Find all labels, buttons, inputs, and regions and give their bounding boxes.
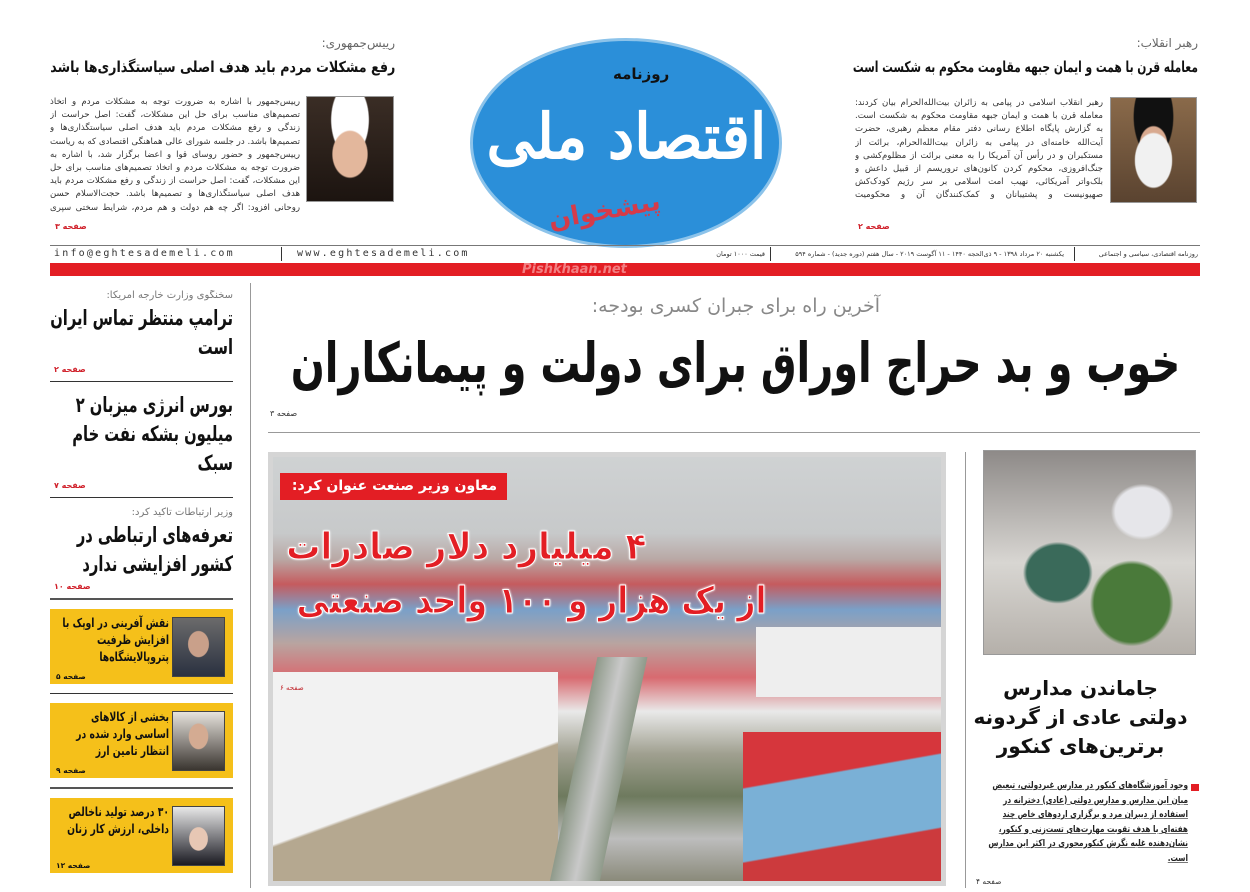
- date-issue: یکشنبه ۲۰ مرداد ۱۳۹۸ - ۹ ذی‌الحجه ۱۴۴۰ - ۱۱ آگوست ۲۰۱۹ - سال هفتم (دوره جدید) - شماره ۵۹۴: [795, 250, 1064, 258]
- main-divider: [268, 432, 1200, 433]
- official-photo: [172, 711, 225, 771]
- sidebar-kicker: سخنگوی وزارت خارجه آمریکا:: [106, 290, 233, 301]
- main-headline[interactable]: خوب و بد حراج اوراق برای دولت و پیمانکاران: [290, 331, 1180, 395]
- bullet-square: [1191, 784, 1199, 791]
- sidebar-page-ref[interactable]: صفحه ۷: [54, 481, 86, 490]
- top-left-kicker: رییس‌جمهوری:: [321, 36, 395, 50]
- official-photo: [172, 806, 225, 866]
- photo-story-headline-2: از یک هزار و ۱۰۰ واحد صنعتی: [296, 579, 766, 622]
- headline-line: جاماندن مدارس: [1003, 676, 1158, 700]
- right-divider: [965, 452, 966, 888]
- students-exam-photo: [983, 450, 1196, 655]
- sidebar-headline[interactable]: تعرفه‌های ارتباطی در کشور افزایشی ندارد: [76, 523, 233, 576]
- sidebar-page-ref[interactable]: صفحه ۱۰: [54, 582, 91, 591]
- masthead-logo-text: اقتصاد ملی: [486, 100, 766, 173]
- paper-type: روزنامه اقتصادی، سیاسی و اجتماعی: [1098, 250, 1198, 258]
- sidebar-headline[interactable]: بورس انرژی میزبان ۲ میلیون بشکه نفت خام سبک: [72, 393, 233, 475]
- email[interactable]: info@eghtesademeli.com: [54, 248, 235, 259]
- box-headline: بخشی از کالاهای اساسی وارد شده در انتظار تامین ارز: [76, 709, 169, 758]
- watermark: پیشخوان: [546, 186, 663, 236]
- divider: [50, 381, 233, 382]
- sidebar-box[interactable]: [50, 798, 233, 873]
- sidebar-box[interactable]: [50, 609, 233, 684]
- road: [549, 657, 648, 881]
- info-bar-top-rule: [50, 245, 1200, 246]
- top-left-body: رییس‌جمهور با اشاره به ضرورت توجه به مشکلات مردم و اتخاذ تصمیم‌های مناسب برای حل این مشکلات، گفت: اصل حراست از زندگی و رفع مشکلات مردم باید هدف اصلی سیاستگذاری‌ها و تصمیم‌ها باشد. در جلسه شورای عالی هماهنگی اقتصادی که به ریاست رییس‌جمهور و حضور روسای قوا و اعضا برگزار شد، با اشاره به ضرورت توجه به مشکلات مردم و اتخاذ تصمیم‌های مناسب برای حل این مشکلات، گفت: اصل حراست از زندگی و رفع مشکلات مردم باید هدف اصلی سیاستگذاری‌ها و تصمیم‌ها باشد. حجت‌الاسلام حسن روحانی افزود: اگر چه هم دولت و هم مردم، شرایط سختی سپری: [50, 97, 300, 213]
- photo-story-headline-1: ۴ میلیارد دلار صادرات: [286, 525, 646, 568]
- photo-story[interactable]: [268, 452, 946, 886]
- sidebar-page-ref[interactable]: صفحه ۲: [54, 365, 86, 374]
- box-headline: ۳۰ درصد تولید ناخالص داخلی، ارزش کار زنان: [67, 804, 169, 836]
- photo-story-label: معاون وزیر صنعت عنوان کرد:: [280, 473, 507, 500]
- separator: [281, 247, 282, 261]
- sidebar-box[interactable]: [50, 703, 233, 778]
- box-page-ref: صفحه ۹: [56, 766, 86, 775]
- headline-line: برترین‌های کنکور: [996, 734, 1165, 758]
- photo-story-page-ref: صفحه ۶: [280, 684, 304, 692]
- leader-photo: [1110, 97, 1197, 203]
- sidebar-divider: [250, 283, 251, 888]
- watermark-latin: Pishkhaan.net: [522, 262, 627, 277]
- top-right-page-ref[interactable]: صفحه ۲: [858, 222, 890, 231]
- president-photo: [306, 96, 394, 202]
- sidebar-kicker: وزیر ارتباطات تاکید کرد:: [131, 507, 233, 518]
- right-story-headline[interactable]: [963, 674, 1198, 761]
- top-left-headline[interactable]: رفع مشکلات مردم باید هدف اصلی سیاستگذاری‌ها باشد: [49, 58, 395, 76]
- divider: [50, 497, 233, 498]
- factory-roof: [743, 732, 941, 881]
- top-right-body: رهبر انقلاب اسلامی در پیامی به زائران بیت‌الله‌الحرام بیان کردند: معامله قرن با همت و ایمان جبهه مقاومت محکوم به شکست است. به گزارش پایگاه اطلاع رسانی دفتر مقام معظم رهبری، حضرت آیت‌الله خامنه‌ای در پیامی به زائران بیت‌الله‌الحرام، برائت از مستکبران و در رأس آن آمریکا را به معنی برائت از مظلوم‌کشی و جنگ‌افروزی، محکوم کردن کانون‌های تروریسم از قبیل داعش و بلک‌واتر آمریکائی، نهیب امت اسلامی بر سر رژیم کودک‌کش صهیونیست و پشتیبانان و کمک‌کنندگان آن و محکومیت: [855, 98, 1103, 201]
- main-kicker: آخرین راه برای جبران کسری بودجه:: [591, 295, 880, 317]
- box-headline: نقش آفرینی در اوپک با افزایش ظرفیت پتروپالایشگاه‌ها: [62, 615, 169, 664]
- divider: [50, 693, 233, 694]
- sidebar: [50, 290, 233, 888]
- industrial-park-photo: [273, 457, 941, 881]
- separator: [1074, 247, 1075, 261]
- masthead-small-title: روزنامه: [613, 65, 670, 83]
- factory-roof: [756, 627, 941, 697]
- right-story-page-ref[interactable]: صفحه ۴: [976, 877, 1002, 886]
- right-story-body: وجود آموزشگاه‌های کنکور در مدارس غیردولتی، تبعیض میان این مدارس و مدارس دولتی (عادی) دخترانه در استفاده از دبیران مرد و برگزاری اردوهای خاص چند هفته‌ای با هدف تقویت مهارت‌های تست‌زنی و کنکور، نشان‌دهنده غلبه نگرش کنکورمحوری در اکثر این مدارس است.: [988, 780, 1188, 864]
- box-page-ref: صفحه ۱۲: [56, 861, 91, 870]
- official-photo: [172, 617, 225, 677]
- main-page-ref[interactable]: صفحه ۳: [270, 409, 298, 418]
- headline-line: دولتی عادی از گردونه: [973, 705, 1188, 729]
- divider: [50, 787, 233, 789]
- divider: [50, 598, 233, 600]
- price: قیمت ۱۰۰۰ تومان: [716, 250, 765, 258]
- masthead-logo-wrap: [473, 101, 779, 173]
- top-right-kicker: رهبر انقلاب:: [1136, 36, 1198, 50]
- website[interactable]: www.eghtesademeli.com: [297, 248, 470, 259]
- factory-roof: [273, 672, 558, 881]
- separator: [770, 247, 771, 261]
- top-left-page-ref[interactable]: صفحه ۳: [55, 222, 87, 231]
- sidebar-headline[interactable]: ترامپ منتظر تماس ایران است: [50, 306, 233, 359]
- top-right-headline[interactable]: معامله قرن با همت و ایمان جبهه مقاومت محکوم به شکست است: [852, 58, 1198, 76]
- box-page-ref: صفحه ۵: [56, 672, 86, 681]
